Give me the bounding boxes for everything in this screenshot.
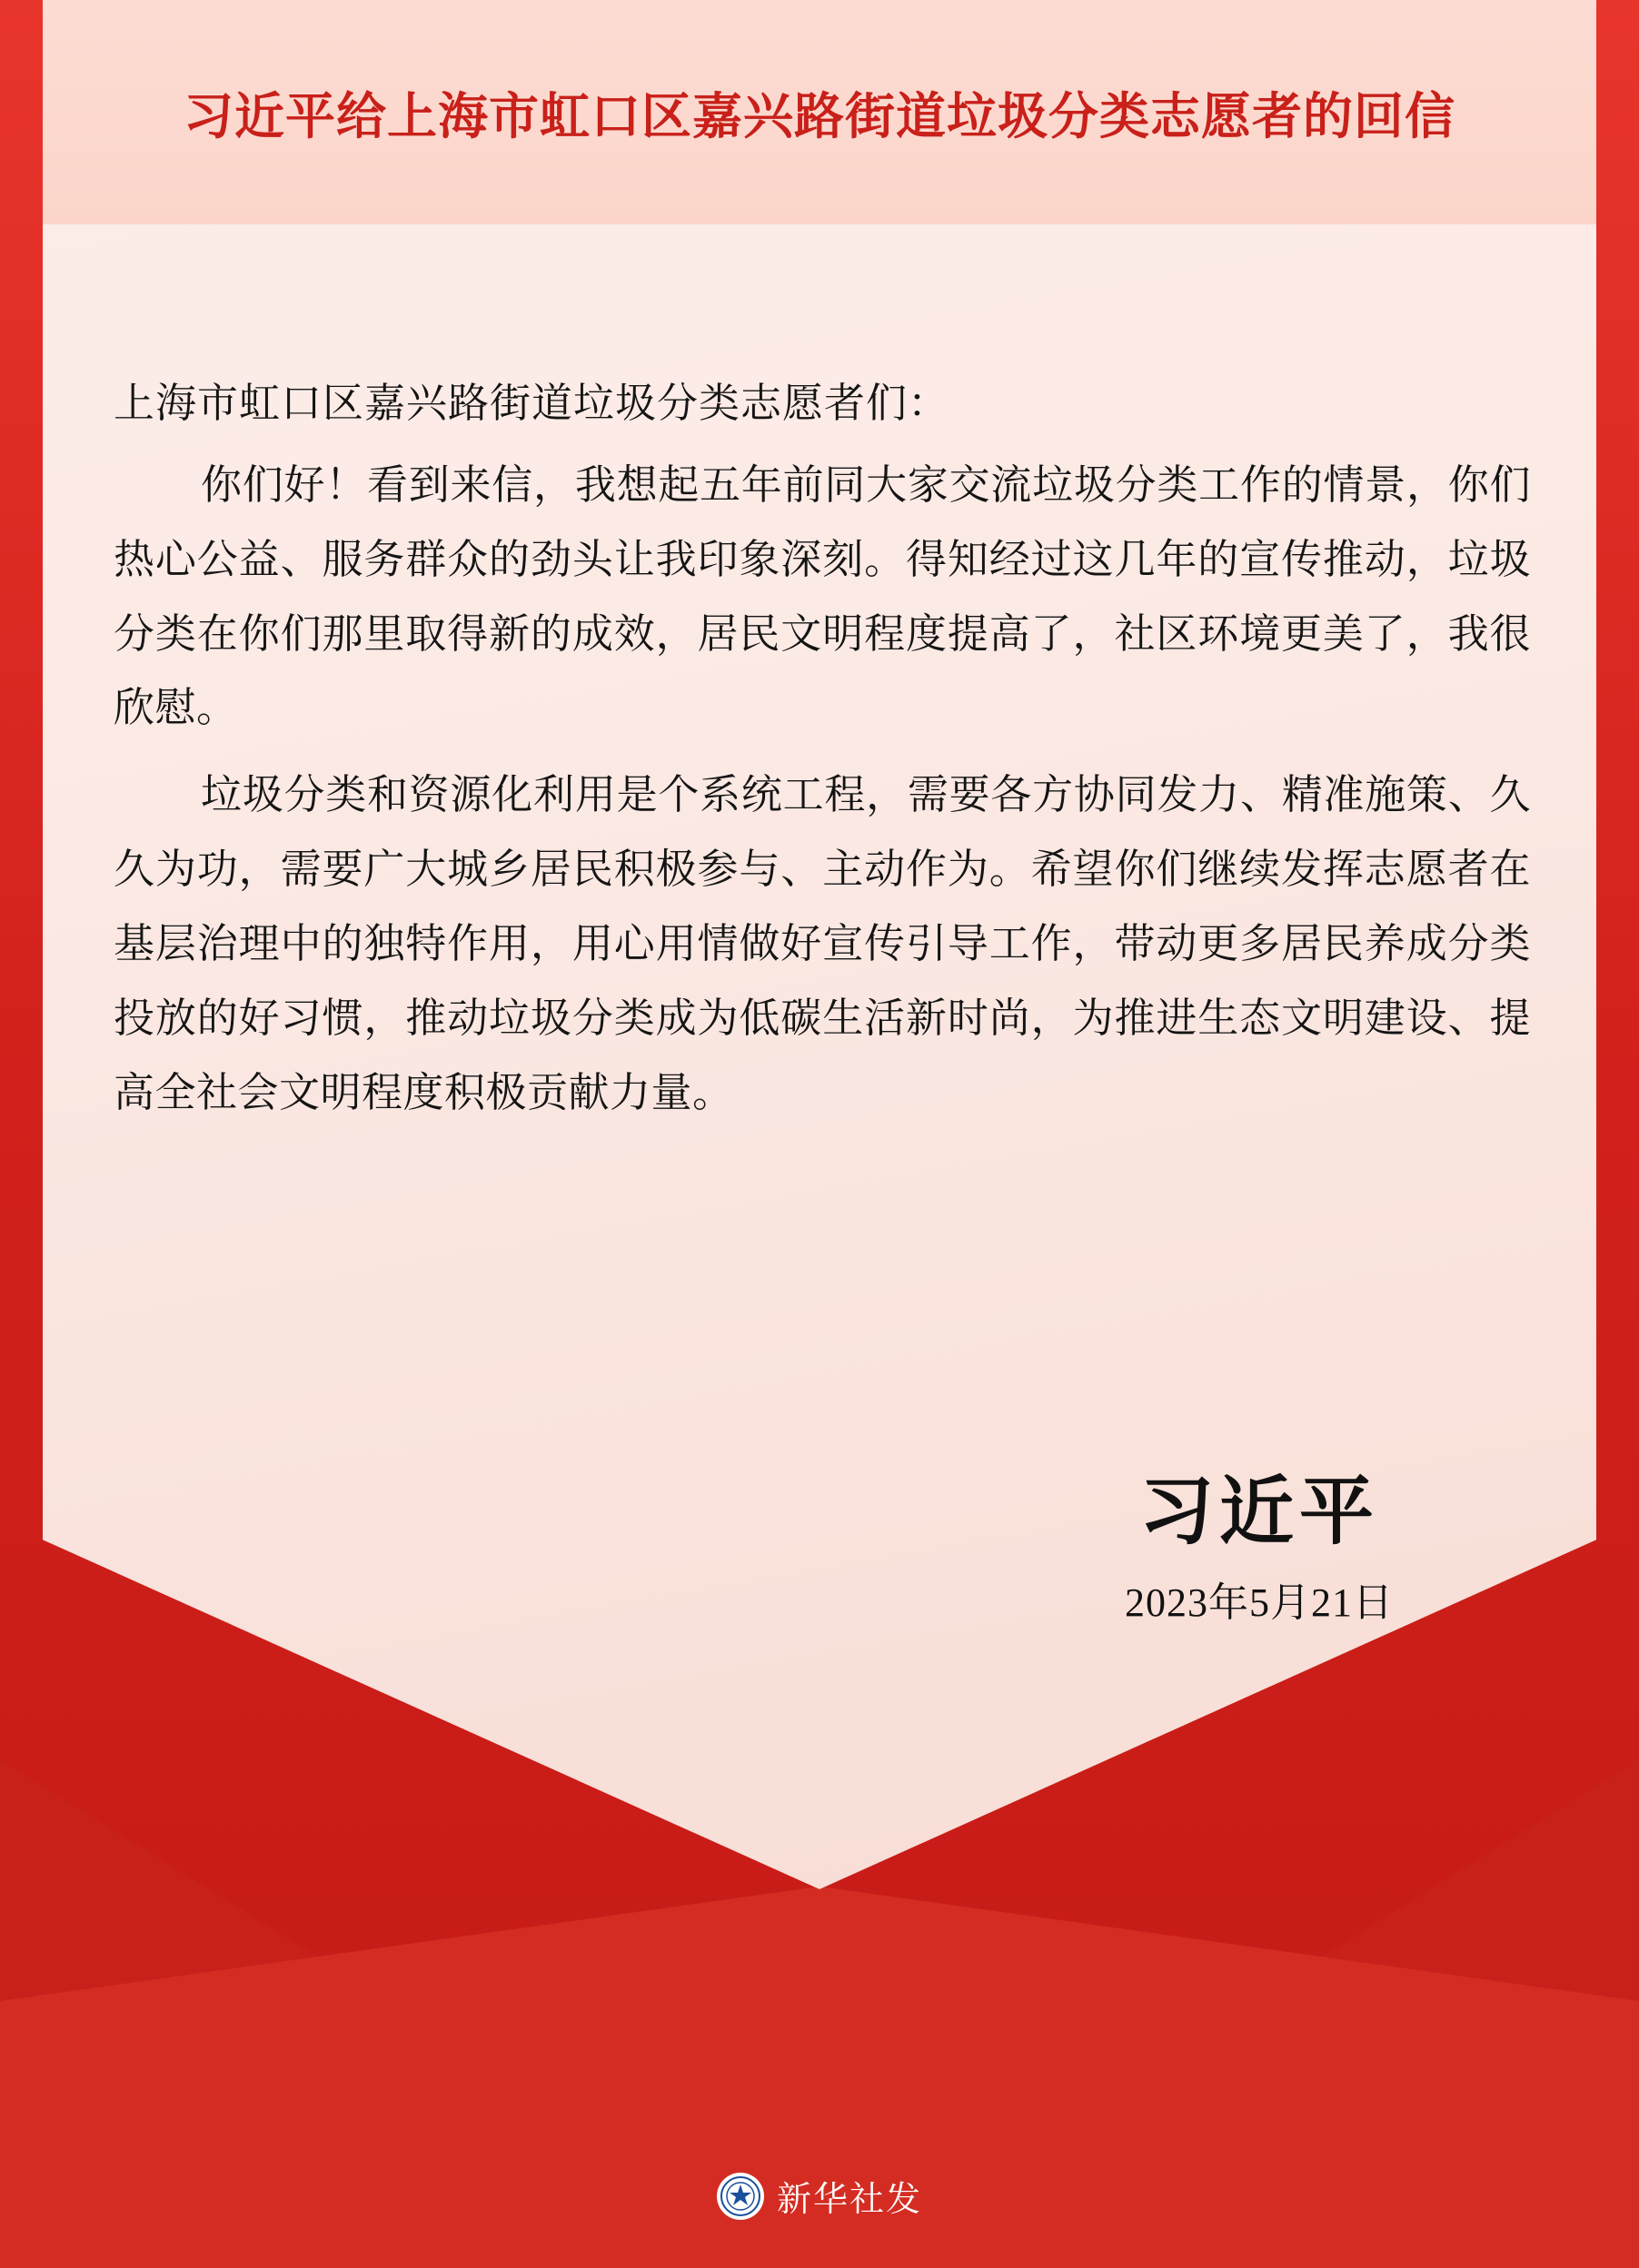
salutation: 上海市虹口区嘉兴路街道垃圾分类志愿者们： (114, 381, 950, 426)
signature-date: 2023年5月21日 (1125, 1580, 1394, 1626)
paragraph-1: 你们好！看到来信，我想起五年前同大家交流垃圾分类工作的情景，你们热心公益、服务群众的劲头让我印象深刻。得知经过这几年的宣传推动，垃圾分类在你们那里取得新的成效，居民文明程度提高了，社区环境更美了，我很欣慰。 (114, 461, 1531, 731)
footer-credit (0, 2171, 1639, 2221)
signature-name: 习近平 (1138, 1471, 1379, 1553)
footer-credit-label: 新华社发 (776, 2181, 922, 2219)
letter-body (114, 372, 1531, 1131)
signature-block (1125, 1471, 1394, 1628)
page-title: 习近平给上海市虹口区嘉兴路街道垃圾分类志愿者的回信 (183, 89, 1455, 144)
xinhua-emblem-icon (717, 2173, 764, 2220)
paragraph-2: 垃圾分类和资源化利用是个系统工程，需要各方协同发力、精准施策、久久为功，需要广大城乡居民积极参与、主动作为。希望你们继续发挥志愿者在基层治理中的独特作用，用心用情做好宣传引导工作，带动更多居民养成分类投放的好习惯，推动垃圾分类成为低碳生活新时尚，为推进生态文明建设、提高全社会文明程度积极贡献力量。 (114, 772, 1531, 1115)
title-band (43, 0, 1596, 224)
